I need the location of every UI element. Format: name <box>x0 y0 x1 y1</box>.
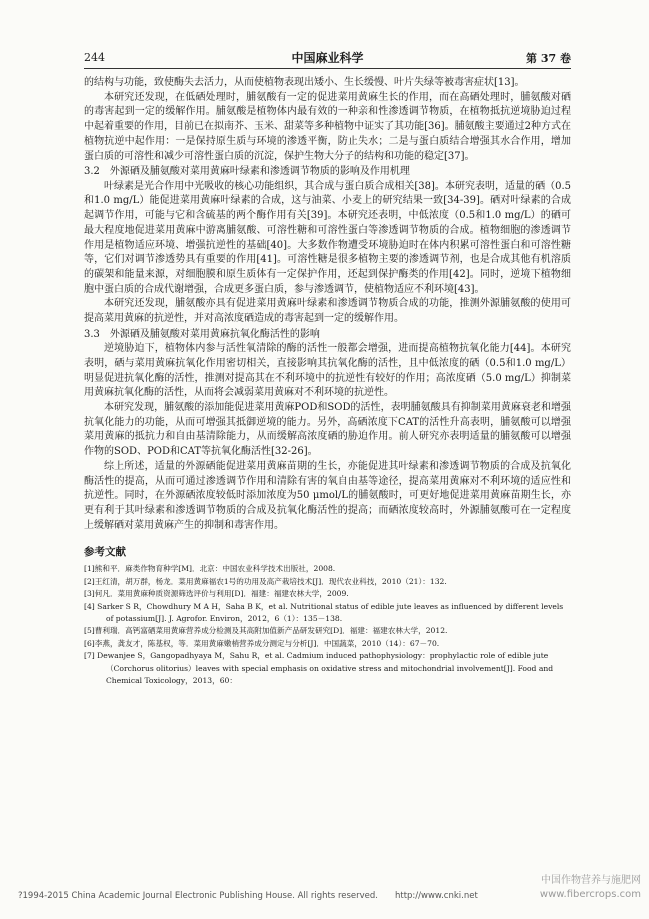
section-heading: 3.3 外源硒及脯氨酸对菜用黄麻抗氧化酶活性的影响 <box>84 328 320 340</box>
reference-list <box>84 563 571 687</box>
body-paragraph: 本研究还发现，在低硒处理时，脯氨酸有一定的促进菜用黄麻生长的作用，而在高硒处理时，脯氨酸对硒的毒害起到一定的缓解作用。脯氨酸是植物体内最有效的一种亲和性渗透调节物质，在植物抵抗逆境胁迫过程中起着重要的作用，目前已在拟南芥、玉米、甜菜等多种植物中证实了其功能[36]。脯氨酸主要通过2种方式在植物抗逆中起作用：一是保持原生质与环境的渗透平衡，防止失水；二是与蛋白质结合增强其水合作用，增加蛋白质的可溶性和减少可溶性蛋白质的沉淀，保护生物大分子的结构和功能的稳定[37]。 <box>84 91 571 162</box>
section-heading: 3.2 外源硒及脯氨酸对菜用黄麻叶绿素和渗透调节物质的影响及作用机理 <box>84 166 410 178</box>
header-rule <box>84 68 571 69</box>
reference-item: [7] Dewanjee S，Gangopadhyaya M，Sahu R，et al. Cadmium induced pathophysiology：prophylactic role of edible jute（Corchorus olitorius）leaves with special emphasis on oxidative stress and mitochondrial involvement[J]. Food and Chemical Toxicology，2013，60： <box>84 651 554 686</box>
reference-item: [3]何凡．菜用黄麻种质资源筛选评价与利用[D]．福建：福建农林大学，2009. <box>84 589 349 599</box>
article-body <box>84 76 571 687</box>
watermark-line: 中国作物营养与施肥网 <box>541 875 641 886</box>
reference-item: [1]熊和平．麻类作物育种学[M]．北京：中国农业科学技术出版社，2008. <box>84 564 336 574</box>
volume-label: 第 37 卷 <box>526 52 571 65</box>
running-header <box>84 49 571 67</box>
copyright-footer: ?1994-2015 China Academic Journal Electronic Publishing House. All rights reserved. http://www.cnki.net <box>18 891 478 901</box>
page-number: 244 <box>84 51 105 64</box>
body-paragraph: 综上所述，适量的外源硒能促进菜用黄麻苗期的生长，亦能促进其叶绿素和渗透调节物质的合成及抗氧化酶活性的提高，从而可通过渗透调节作用和清除有害的氧自由基等途径，提高菜用黄麻对不利环境的适应性和抗逆性。同时，在外源硒浓度较低时添加浓度为50 μmol/L的脯氨酸时，可更好地促进菜用黄麻苗期生长，亦更有利于其叶绿素和渗透调节物质的合成及抗氧化酶活性的提高；而硒浓度较高时，外源脯氨酸可在一定程度上缓解硒对菜用黄麻产生的抑制和毒害作用。 <box>84 460 571 531</box>
reference-item: [5]曹利瑞．高钙富硒菜用黄麻营养成分检测及其高附加值新产品研发研究[D]．福建：福建农林大学，2012. <box>84 626 448 636</box>
body-paragraph: 的结构与功能，致使酶失去活力，从而使植物表现出矮小、生长缓慢、叶片失绿等被毒害症状[13]。 <box>84 77 525 88</box>
reference-item: [4] Sarker S R，Chowdhury M A H，Saha B K，et al. Nutritional status of edible jute leaves as influenced by different levels of potassium[J]. J. Agrofor. Environ，2012，6（1）：135－138. <box>84 601 564 624</box>
body-paragraph: 逆境胁迫下，植物体内参与活性氧清除的酶的活性一般都会增强，进而提高植物抗氧化能力[44]。本研究表明，硒与菜用黄麻抗氧化作用密切相关，直接影响其抗氧化酶的活性，且中低浓度的硒（0.5和1.0 mg/L）明显促进抗氧化酶的活性，推测对提高其在不利环境中的抗逆性有较好的作用；高浓度硒（5.0 mg/L）抑制菜用黄麻抗氧化酶的活性，从而将会减弱菜用黄麻对不利环境的抗逆性。 <box>84 343 571 399</box>
body-paragraph: 本研究还发现，脯氨酸亦具有促进菜用黄麻叶绿素和渗透调节物质合成的功能，推测外源脯氨酸的使用可提高菜用黄麻的抗逆性，并对高浓度硒造成的毒害起到一定的缓解作用。 <box>84 298 571 325</box>
reference-item: [6]李燕，龚友才，陈基权，等．菜用黄麻嫩梢营养成分测定与分析[J]．中国蔬菜，2010（14）：67－70. <box>84 638 440 648</box>
references-heading: 参考文献 <box>84 546 126 559</box>
watermark <box>481 874 641 902</box>
watermark-line: www.fibercrops.com <box>539 889 641 900</box>
body-paragraph: 叶绿素是光合作用中光吸收的核心功能组织，其合成与蛋白质合成相关[38]。本研究表明，适量的硒（0.5和1.0 mg/L）能促进菜用黄麻叶绿素的合成，这与油菜、小麦上的研究结果一致[34-39]。硒对叶绿素的合成起调节作用，可能与它和含硫基的两个酶作用有关[39]。本研究还表明，中低浓度（0.5和1.0 mg/L）的硒可最大程度地促进菜用黄麻中游离脯氨酸、可溶性糖和可溶性蛋白等渗透调节物质的合成。植物细胞的渗透调节作用是植物适应环境、增强抗逆性的基础[40]。大多数作物遭受环境胁迫时在体内积累可溶性蛋白和可溶性糖等，它们对调节渗透势具有重要的作用[41]。可溶性糖是很多植物主要的渗透调节剂，也是合成其他有机溶质的碳架和能量来源，对细胞膜和原生质体有一定保护作用，还起到保护酶类的作用[42]。同时，逆境下植物细胞中蛋白质的合成代谢增强，合成更多蛋白质，参与渗透调节，使植物适应不利环境[43]。 <box>84 180 571 295</box>
journal-title: 中国麻业科学 <box>291 51 364 65</box>
reference-item: [2]王红清，胡万群，杨龙．菜用黄麻福农1号的功用及高产栽培技术[J]．现代农业科技，2010（21）：132. <box>84 576 447 586</box>
body-paragraph: 本研究发现，脯氨酸的添加能促进菜用黄麻POD和SOD的活性，表明脯氨酸具有抑制菜用黄麻衰老和增强抗氧化能力的功能，从而可增强其抵御逆境的能力。另外，高硒浓度下CAT的活性升高表明，脯氨酸可以增强菜用黄麻的抵抗力和自由基清除能力，从而缓解高浓度硒的胁迫作用。前人研究亦表明适量的脯氨酸可以增强作物的SOD、POD和CAT等抗氧化酶活性[32-26]。 <box>84 402 571 458</box>
